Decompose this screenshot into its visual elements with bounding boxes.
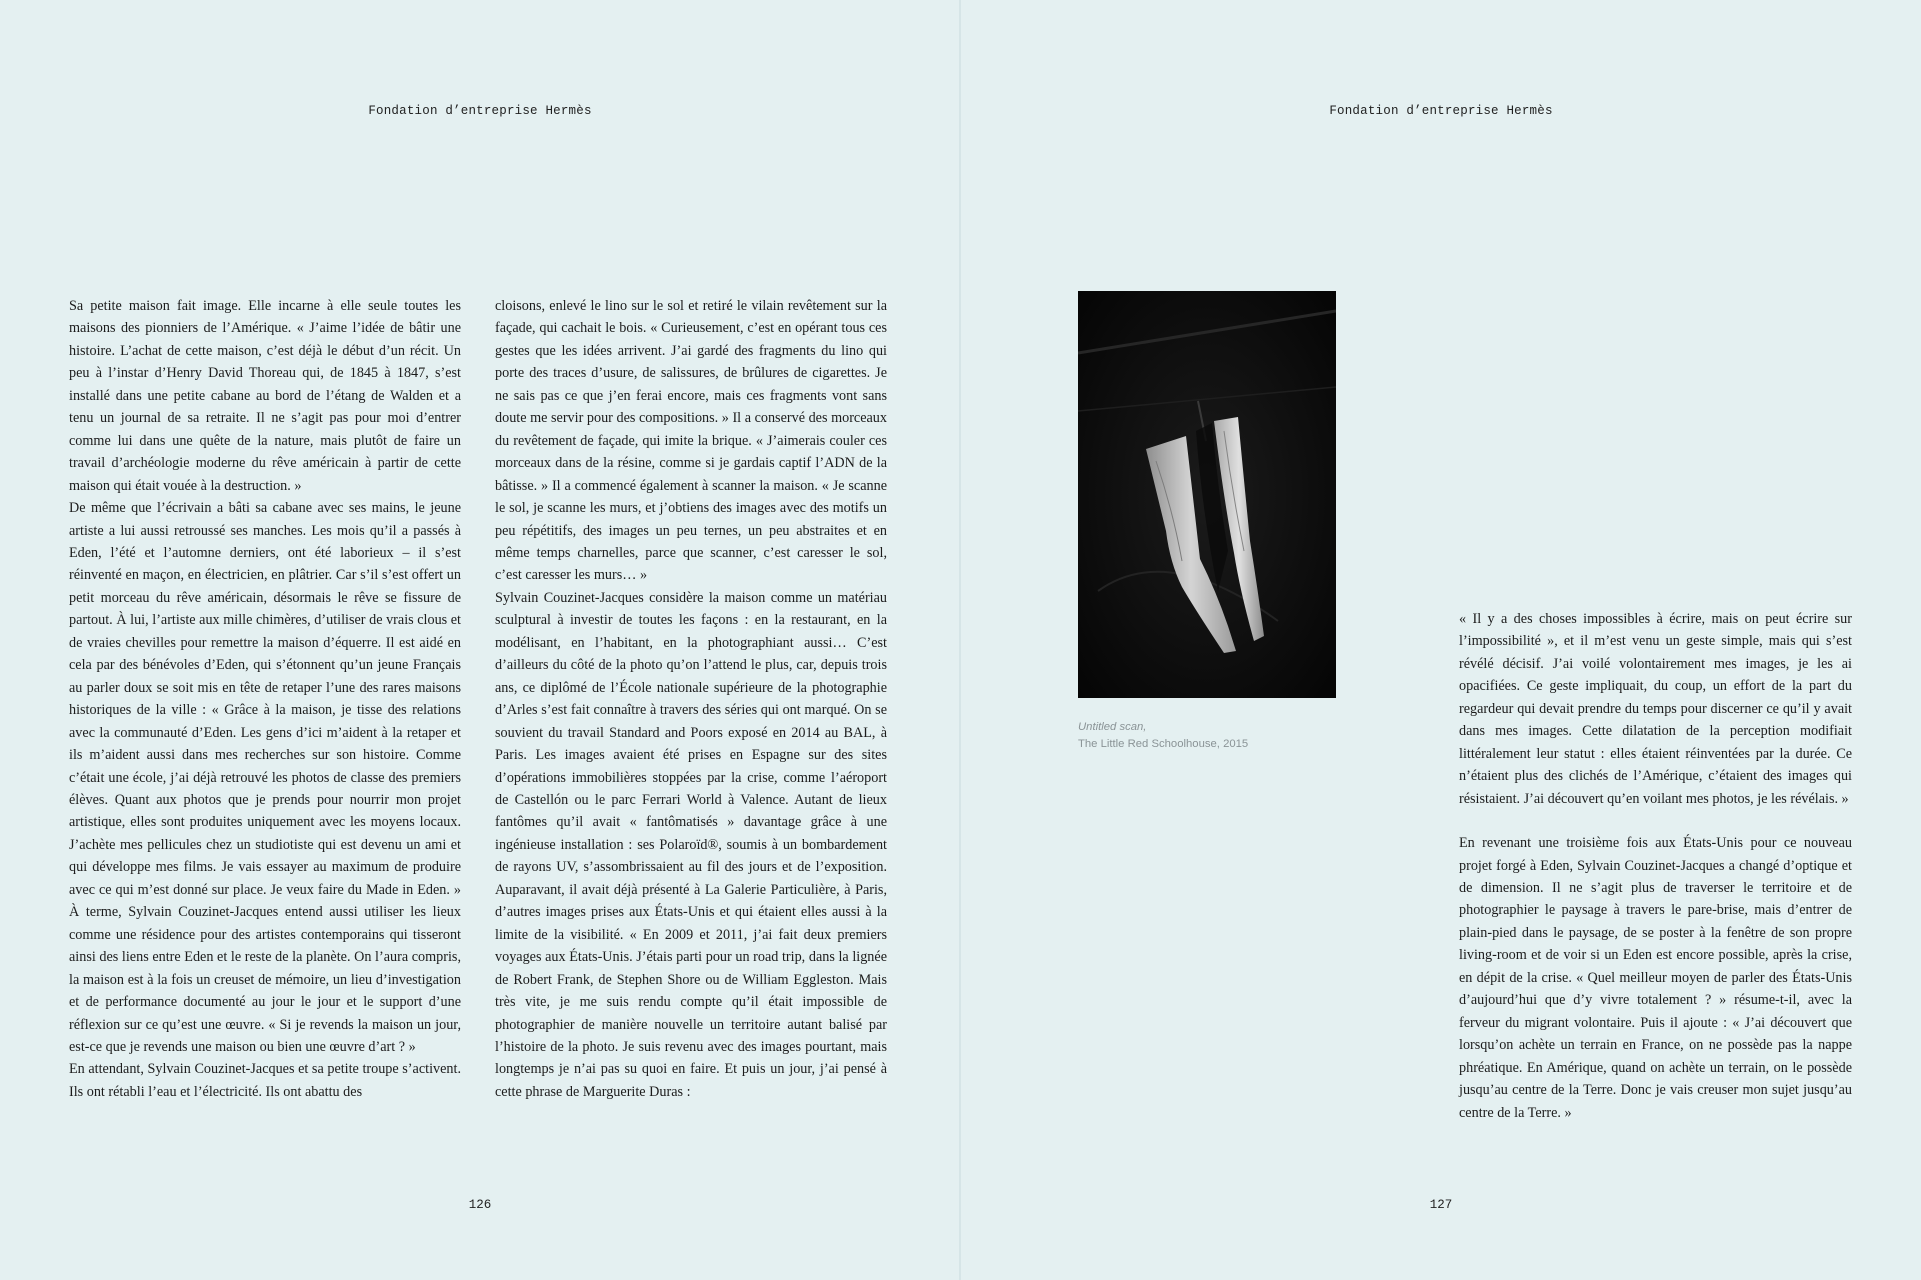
- running-head: Fondation d’entreprise Hermès: [1329, 104, 1553, 118]
- page-number: 127: [1429, 1198, 1453, 1212]
- text-column-2: [495, 295, 887, 1103]
- paragraph: cloisons, enlevé le lino sur le sol et retiré le vilain revêtement sur la façade, qui cachait le bois. « Curieusement, c’est en opérant tous ces gestes que les idées arrivent. J’ai gardé des fragments du lino qui porte des traces d’usure, de salissures, de brûlures de cigarettes. Je ne sais pas ce que j’en ferai encore, mais ces fragments vont sans doute me servir pour des compositions. » Il a conservé des morceaux du revêtement de façade, qui imite la brique. « J’aimerais couler ces morceaux dans de la résine, comme si je gardais captif l’ADN de la bâtisse. » Il a commencé également à scanner la maison. « Je scanne le sol, je scanne les murs, et j’obtiens des images avec des motifs un peu répétitifs, des images un peu ternes, un peu abstraites et en même temps charnelles, parce que scanner, c’est caresser le sol, c’est caresser les murs… »: [495, 298, 887, 584]
- paragraph: « Il y a des choses impossibles à écrire, mais on peut écrire sur l’impossibilité », et il m’est venu un geste simple, mais qui s’est révélé décisif. J’ai voilé volontairement mes images, je les ai opacifiées. Ce geste impliquait, du coup, un effort de la part du regardeur qui devait prendre du temps pour discerner ce qu’il y avait dans mes images. Cette dilatation de la perception modifiait littéralement leur statut : elles étaient réinventées par la durée. Ce n’étaient plus des clichés de l’Amérique, c’étaient des images qui résistaient. J’ai découvert qu’en voilant mes photos, je les révélais. »: [1459, 611, 1852, 807]
- paragraph: En attendant, Sylvain Couzinet-Jacques et sa petite troupe s’activent. Ils ont rétabli l’eau et l’électricité. Ils ont abattu des: [69, 1061, 461, 1100]
- caption-subtitle: The Little Red Schoolhouse, 2015: [1078, 738, 1249, 750]
- text-column-1: [69, 295, 461, 1103]
- paragraph: Sylvain Couzinet-Jacques considère la maison comme un matériau sculptural à investir de toutes les façons : en la restaurant, en la modélisant, en l’habitant, en la photographiant aussi… C’est d’ailleurs du côté de la photo qu’on l’attend le plus, car, depuis trois ans, ce diplômé de l’École nationale supérieure de la photographie d’Arles s’est fait connaître à travers des séries qui ont marqué. On se souvient du travail Standard and Poors exposé en 2014 au BAL, à Paris. Les images avaient été prises en Espagne sur des sites d’opérations immobilières stoppées par la crise, comme l’aéroport de Castellón ou le parc Ferrari World à Valence. Autant de lieux fantômes qu’il avait « fantômatisés » davantage grâce à une ingénieuse installation : ses Polaroïd®, soumis à un bombardement de rayons UV, s’assombrissaient au fil des jours et de l’exposition. Auparavant, il avait déjà présenté à La Galerie Particulière, à Paris, d’autres images prises aux États-Unis et qui étaient elles aussi à la limite de la visibilité. « En 2009 et 2011, j’ai fait deux premiers voyages aux États-Unis. J’étais parti pour un road trip, dans la lignée de Robert Frank, de Stephen Shore ou de William Eggleston. Mais très vite, je me suis rendu compte qu’il était impossible de photographier de manière nouvelle un territoire autant balisé par l’histoire de la photo. Je suis revenu avec des images pourtant, mais longtemps je n’ai pas su quoi en faire. Et puis un jour, j’ai pensé à cette phrase de Marguerite Duras :: [495, 589, 887, 1100]
- text-column-3: [1459, 608, 1852, 1124]
- running-head: Fondation d’entreprise Hermès: [368, 104, 592, 118]
- paragraph: Sa petite maison fait image. Elle incarne à elle seule toutes les maisons des pionniers de l’Amérique. « J’aime l’idée de bâtir une histoire. L’achat de cette maison, c’est déjà le début d’un récit. Un peu à l’instar d’Henry David Thoreau qui, de 1845 à 1847, s’est installé dans une petite cabane au bord de l’étang de Walden et a tenu un journal de sa retraite. Il ne s’agit pas pour moi d’entrer comme lui dans une quête de la nature, mais plutôt de faire un travail d’archéologie moderne du rêve américain à partir de cette maison qui était vouée à la destruction. »: [69, 298, 461, 494]
- caption-title: Untitled scan,: [1078, 721, 1147, 733]
- paragraph: De même que l’écrivain a bâti sa cabane avec ses mains, le jeune artiste a lui aussi retroussé ses manches. Les mois qu’il a passés à Eden, l’été et l’automne derniers, ont été laborieux – il s’est réinventé en maçon, en électricien, en plâtrier. Car s’il s’est offert un petit morceau du rêve américain, désormais le rêve se fissure de partout. À lui, l’artiste aux mille chimères, d’utiliser de vrais clous et de vraies chevilles pour remettre la maison d’équerre. Il est aidé en cela par des bénévoles d’Eden, qui s’étonnent qu’un jeune Français au parler doux se soit mis en tête de retaper l’une des rares maisons historiques de la ville : « Grâce à la maison, je tisse des relations avec la communauté d’Eden. Les gens d’ici m’aident à la retaper et ils m’aident aussi dans mes recherches sur son histoire. Comme c’était une école, j’ai déjà retrouvé les photos de classe des premiers élèves. Quant aux photos que je prends pour nourrir mon projet artistique, elles sont produites uniquement avec les moyens locaux. J’achète mes pellicules chez un studiotiste qui est devenu un ami et qui développe mes films. Je vais essayer au maximum de produire avec ce qui m’est donné sur place. Je veux faire du Made in Eden. » À terme, Sylvain Couzinet-Jacques entend aussi utiliser les lieux comme une résidence pour des artistes contemporains qui tisseront ainsi des liens entre Eden et le reste de la planète. On l’aura compris, la maison est à la fois un creuset de mémoire, un lieu d’investigation et de performance documenté au jour le jour et le support d’une réflexion sur ce qu’est une œuvre. « Si je revends la maison un jour, est-ce que je revends une maison ou bien une œuvre d’art ? »: [69, 500, 461, 1055]
- artwork-photo: [1078, 291, 1336, 698]
- left-page: [0, 0, 960, 1280]
- paragraph: En revenant une troisième fois aux États-Unis pour ce nouveau projet forgé à Eden, Sylvain Couzinet-Jacques a changé d’optique et de dimension. Il ne s’agit plus de traverser le territoire et de photographier le paysage à travers le pare-brise, mais d’entrer de plain-pied dans le paysage, de se poster à la fenêtre de son propre living-room et de voir si un Eden est encore possible, après la crise, en dépit de la crise. « Quel meilleur moyen de parler des États-Unis d’aujourd’hui que d’y vivre totalement ? » résume-t-il, avec la ferveur du migrant volontaire. Puis il ajoute : « J’ai découvert que lorsqu’on achète un terrain en France, on ne possède pas la nappe phréatique. En Amérique, quand on achète un terrain, on le possède jusqu’au centre de la Terre. Donc je vais creuser mon sujet jusqu’au centre de la Terre. »: [1459, 835, 1852, 1121]
- page-number: 126: [468, 1198, 492, 1212]
- right-page: [961, 0, 1921, 1280]
- photo-caption: [1078, 719, 1248, 753]
